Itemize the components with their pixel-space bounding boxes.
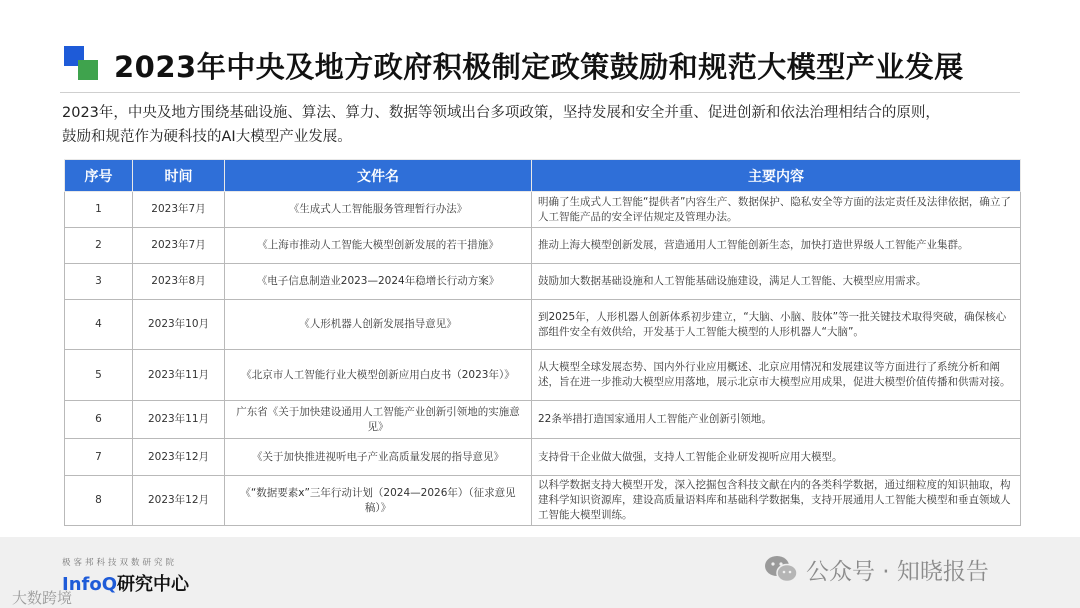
intro-line-2: 鼓励和规范作为硬科技的AI大模型产业发展。 bbox=[62, 129, 352, 145]
row-index: 8 bbox=[65, 476, 133, 526]
title-divider bbox=[60, 92, 1020, 93]
header-date: 时间 bbox=[133, 160, 225, 192]
table-header-row bbox=[65, 160, 1021, 192]
table-row bbox=[65, 401, 1021, 439]
title-logo-icon bbox=[64, 46, 98, 80]
row-index: 3 bbox=[65, 264, 133, 300]
wechat-icon bbox=[764, 555, 798, 583]
row-date: 2023年8月 bbox=[133, 264, 225, 300]
row-date: 2023年11月 bbox=[133, 401, 225, 439]
table-row bbox=[65, 264, 1021, 300]
row-document-name: 《人形机器人创新发展指导意见》 bbox=[225, 300, 532, 350]
table-row bbox=[65, 228, 1021, 264]
row-date: 2023年10月 bbox=[133, 300, 225, 350]
row-content: 从大模型全球发展态势、国内外行业应用概述、北京应用情况和发展建议等方面进行了系统分析和阐述，旨在进一步推动大模型应用落地，展示北京市大模型应用成果，促进大模型价值传播和供需对接。 bbox=[532, 350, 1021, 401]
row-document-name: 《“数据要素x”三年行动计划（2024—2026年）（征求意见稿）》 bbox=[225, 476, 532, 526]
watermark-left: 大数跨境 bbox=[12, 589, 73, 607]
row-date: 2023年7月 bbox=[133, 192, 225, 228]
intro-line-1: 2023年，中央及地方围绕基础设施、算法、算力、数据等领域出台多项政策，坚持发展和安全并重、促进创新和依法治理相结合的原则， bbox=[62, 105, 940, 121]
table-row bbox=[65, 300, 1021, 350]
row-index: 1 bbox=[65, 192, 133, 228]
table-row bbox=[65, 350, 1021, 401]
row-index: 4 bbox=[65, 300, 133, 350]
row-document-name: 《上海市推动人工智能大模型创新发展的若干措施》 bbox=[225, 228, 532, 264]
row-index: 6 bbox=[65, 401, 133, 439]
row-date: 2023年7月 bbox=[133, 228, 225, 264]
row-index: 7 bbox=[65, 439, 133, 476]
header-content: 主要内容 bbox=[532, 160, 1021, 192]
footer-bar bbox=[0, 537, 1080, 608]
row-document-name: 广东省《关于加快建设通用人工智能产业创新引领地的实施意见》 bbox=[225, 401, 532, 439]
brand-suffix: 研究中心 bbox=[117, 574, 190, 595]
brand-prefix: InfoQ bbox=[62, 574, 118, 595]
row-index: 2 bbox=[65, 228, 133, 264]
page-title: 2023年中央及地方政府积极制定政策鼓励和规范大模型产业发展 bbox=[114, 50, 964, 84]
row-content: 推动上海大模型创新发展，营造通用人工智能创新生态，加快打造世界级人工智能产业集群。 bbox=[532, 228, 1021, 264]
row-index: 5 bbox=[65, 350, 133, 401]
footer-brand-logo bbox=[62, 570, 189, 596]
row-date: 2023年12月 bbox=[133, 476, 225, 526]
row-content: 到2025年，人形机器人创新体系初步建立，“大脑、小脑、肢体”等一批关键技术取得突破，确保核心部组件安全有效供给，开发基于人工智能大模型的人形机器人“大脑”。 bbox=[532, 300, 1021, 350]
watermark-right: 公众号 · 知晓报告 bbox=[806, 559, 989, 585]
row-document-name: 《生成式人工智能服务管理暂行办法》 bbox=[225, 192, 532, 228]
table-row bbox=[65, 476, 1021, 526]
table-row bbox=[65, 439, 1021, 476]
header-document: 文件名 bbox=[225, 160, 532, 192]
row-document-name: 《关于加快推进视听电子产业高质量发展的指导意见》 bbox=[225, 439, 532, 476]
row-content: 22条举措打造国家通用人工智能产业创新引领地。 bbox=[532, 401, 1021, 439]
footer-subtitle: 极客邦科技双数研究院 bbox=[62, 558, 178, 568]
row-date: 2023年12月 bbox=[133, 439, 225, 476]
intro-paragraph bbox=[62, 101, 1042, 149]
row-document-name: 《电子信息制造业2023—2024年稳增长行动方案》 bbox=[225, 264, 532, 300]
row-date: 2023年11月 bbox=[133, 350, 225, 401]
table-row bbox=[65, 192, 1021, 228]
row-content: 明确了生成式人工智能“提供者”内容生产、数据保护、隐私安全等方面的法定责任及法律依据，确立了人工智能产品的安全评估规定及管理办法。 bbox=[532, 192, 1021, 228]
policy-table bbox=[64, 159, 1021, 526]
row-content: 以科学数据支持大模型开发，深入挖掘包含科技文献在内的各类科学数据，通过细粒度的知识抽取，构建科学知识资源库，建设高质量语料库和基础科学数据集，支持开展通用人工智能大模型和垂直领域人工智能大模型训练。 bbox=[532, 476, 1021, 526]
row-content: 鼓励加大数据基础设施和人工智能基础设施建设，满足人工智能、大模型应用需求。 bbox=[532, 264, 1021, 300]
row-document-name: 《北京市人工智能行业大模型创新应用白皮书（2023年）》 bbox=[225, 350, 532, 401]
row-content: 支持骨干企业做大做强，支持人工智能企业研发视听应用大模型。 bbox=[532, 439, 1021, 476]
header-index: 序号 bbox=[65, 160, 133, 192]
